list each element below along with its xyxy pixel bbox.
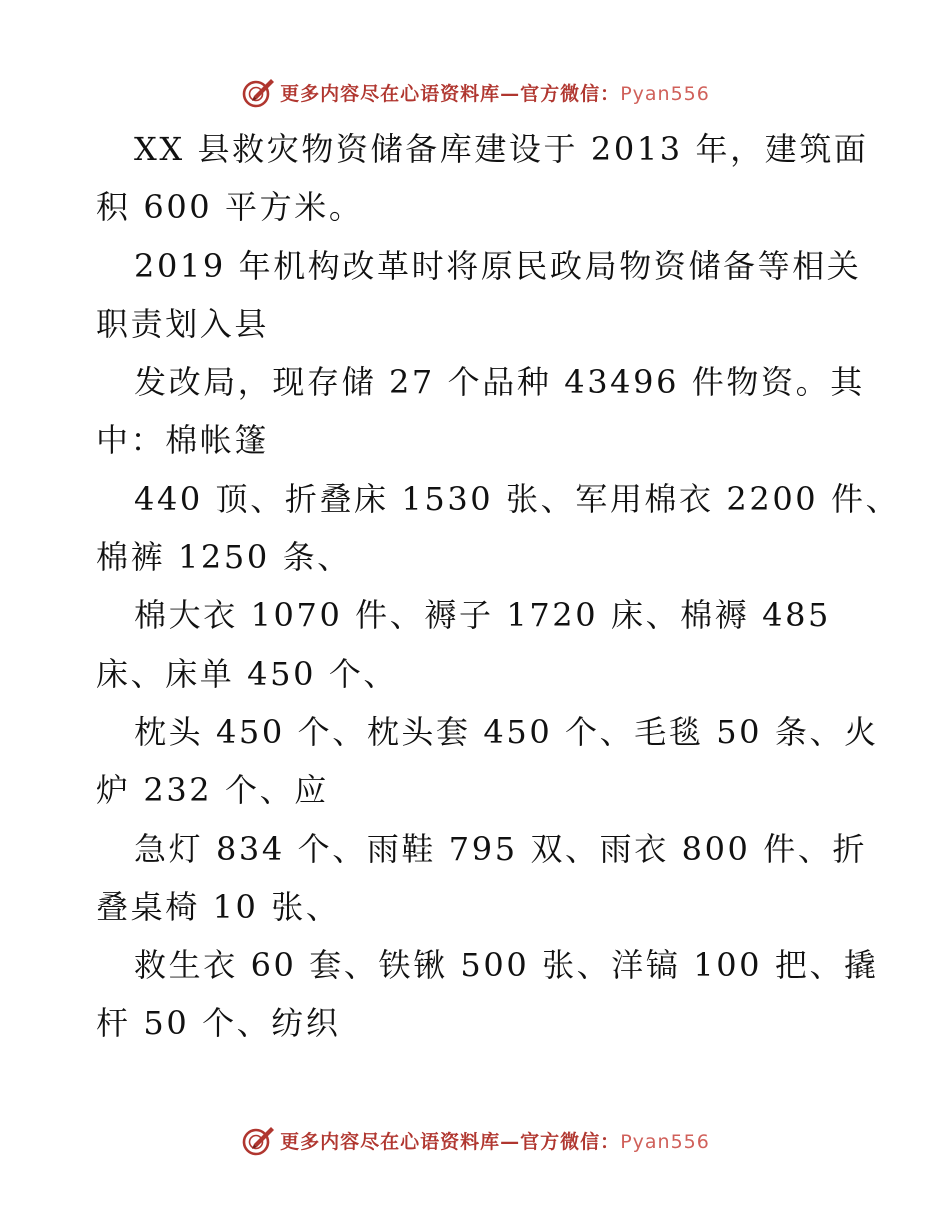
- footer-banner: [0, 1120, 950, 1160]
- paragraph-line: 积 600 平方米。: [96, 188, 364, 227]
- banner-separator: —: [500, 1130, 521, 1153]
- banner-content: [240, 74, 710, 110]
- banner-wechat-label: 官方微信：: [520, 1130, 621, 1153]
- header-banner: [0, 72, 950, 112]
- pen-logo-icon: [240, 74, 276, 110]
- paragraph-line: 救生衣 60 套、铁锹 500 张、洋镐 100 把、撬: [134, 946, 879, 985]
- banner-wechat-id: Pyan556: [620, 82, 710, 105]
- paragraph-line: 棉大衣 1070 件、褥子 1720 床、棉褥 485: [134, 596, 832, 635]
- paragraph-line: 急灯 834 个、雨鞋 795 双、雨衣 800 件、折: [134, 829, 868, 868]
- paragraph-line: 枕头 450 个、枕头套 450 个、毛毯 50 条、火: [134, 712, 879, 751]
- paragraph-line: 炉 232 个、应: [96, 771, 329, 810]
- paragraph-line: XX 县救灾物资储备库建设于 2013 年，建筑面: [134, 130, 869, 168]
- banner-content: [240, 1122, 710, 1158]
- paragraph-line: 440 顶、折叠床 1530 张、军用棉衣 2200 件、: [134, 479, 901, 518]
- document-body: [96, 120, 901, 1053]
- banner-text: [280, 79, 710, 106]
- paragraph-line: 叠桌椅 10 张、: [96, 887, 341, 926]
- banner-slogan: 更多内容尽在心语资料库: [280, 1130, 501, 1153]
- banner-separator: —: [500, 82, 521, 105]
- banner-text: [280, 1127, 710, 1154]
- paragraph-line: 中：棉帐篷: [96, 421, 270, 460]
- paragraph-line: 床、床单 450 个、: [96, 654, 399, 693]
- paragraph-line: 棉裤 1250 条、: [96, 538, 352, 577]
- banner-slogan: 更多内容尽在心语资料库: [280, 82, 501, 105]
- banner-wechat-id: Pyan556: [620, 1130, 710, 1153]
- paragraph-line: 杆 50 个、纺织: [96, 1004, 341, 1043]
- paragraph-line: 职责划入县: [96, 304, 270, 343]
- paragraph-line: 2019 年机构改革时将原民政局物资储备等相关: [134, 246, 862, 285]
- banner-wechat-label: 官方微信：: [520, 82, 621, 105]
- pen-logo-icon: [240, 1122, 276, 1158]
- paragraph-line: 发改局，现存储 27 个品种 43496 件物资。其: [134, 363, 865, 402]
